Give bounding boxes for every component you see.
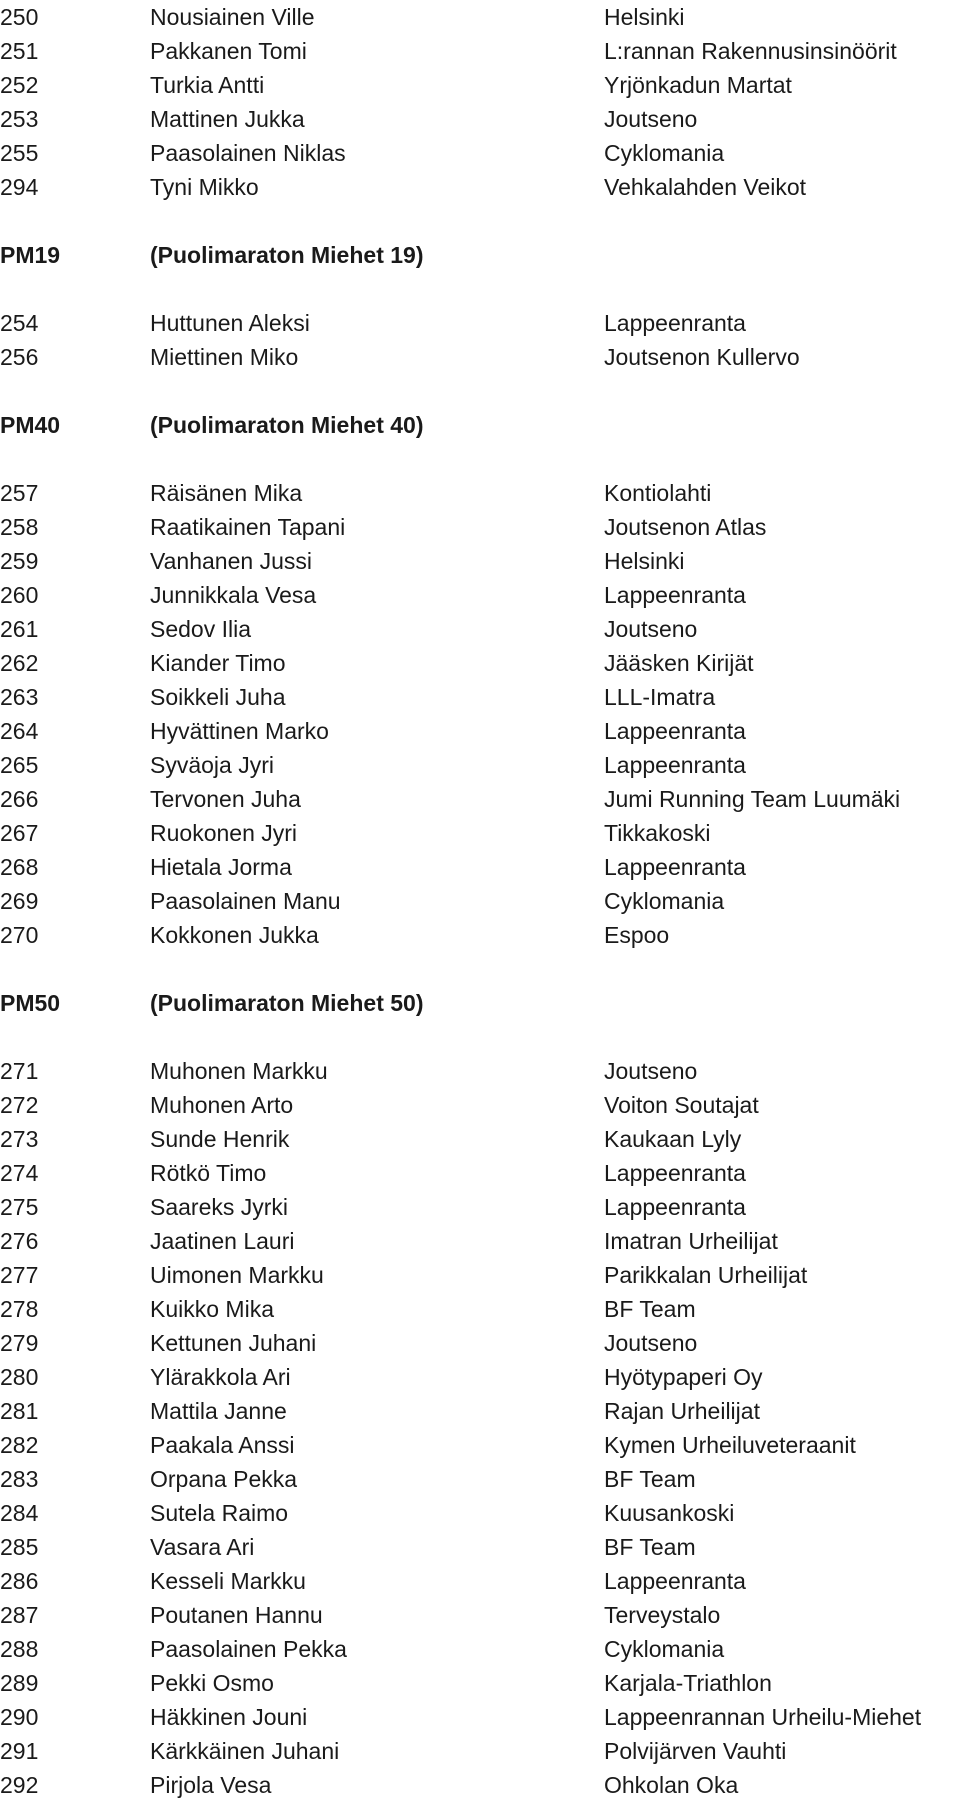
participant-name: Sutela Raimo: [150, 1500, 289, 1526]
participant-row: [0, 544, 960, 578]
participant-row: [0, 0, 960, 34]
participant-name: Saareks Jyrki: [150, 1194, 289, 1220]
participant-row: [0, 1326, 960, 1360]
bib-number: 262: [0, 650, 39, 676]
participant-name: Vasara Ari: [150, 1534, 255, 1560]
bib-number: 266: [0, 786, 39, 812]
participant-row: [0, 782, 960, 816]
participant-club: Lappeenranta: [604, 310, 746, 336]
bib-number: 269: [0, 888, 39, 914]
participant-club: L:rannan Rakennusinsinöörit: [604, 38, 897, 64]
bib-number: 282: [0, 1432, 39, 1458]
participant-row: [0, 1632, 960, 1666]
participant-row: [0, 1734, 960, 1768]
participant-row: [0, 850, 960, 884]
participant-club: Joutsenon Atlas: [604, 514, 767, 540]
participant-row: [0, 884, 960, 918]
bib-number: 263: [0, 684, 39, 710]
participant-name: Muhonen Markku: [150, 1058, 328, 1084]
participant-club: BF Team: [604, 1534, 696, 1560]
bib-number: 284: [0, 1500, 39, 1526]
participant-name: Paasolainen Niklas: [150, 140, 346, 166]
category-title: (Puolimaraton Miehet 40): [150, 412, 424, 438]
bib-number: 251: [0, 38, 39, 64]
bib-number: 290: [0, 1704, 39, 1730]
bib-number: 279: [0, 1330, 39, 1356]
category-header: [0, 238, 960, 272]
participant-name: Syväoja Jyri: [150, 752, 274, 778]
participant-row: [0, 1496, 960, 1530]
bib-number: 257: [0, 480, 39, 506]
participant-club: Joutseno: [604, 616, 698, 642]
bib-number: 255: [0, 140, 39, 166]
participant-club: Lappeenrannan Urheilu-Miehet: [604, 1704, 922, 1730]
bib-number: 261: [0, 616, 39, 642]
participant-row: [0, 1564, 960, 1598]
participant-club: Lappeenranta: [604, 1160, 746, 1186]
participant-club: Voiton Soutajat: [604, 1092, 759, 1118]
participant-name: Tervonen Juha: [150, 786, 301, 812]
participant-club: Lappeenranta: [604, 1194, 746, 1220]
participant-name: Nousiainen Ville: [150, 4, 315, 30]
participant-club: Joutsenon Kullervo: [604, 344, 800, 370]
bib-number: 267: [0, 820, 39, 846]
participant-row: [0, 340, 960, 374]
participant-name: Kuikko Mika: [150, 1296, 274, 1322]
participant-row: [0, 1190, 960, 1224]
participant-club: Cyklomania: [604, 888, 725, 914]
participant-name: Paakala Anssi: [150, 1432, 295, 1458]
participant-row: [0, 1598, 960, 1632]
participant-row: [0, 578, 960, 612]
participant-club: BF Team: [604, 1296, 696, 1322]
participant-row: [0, 918, 960, 952]
participant-club: Rajan Urheilijat: [604, 1398, 760, 1424]
bib-number: 273: [0, 1126, 39, 1152]
participant-club: Joutseno: [604, 1058, 698, 1084]
bib-number: 289: [0, 1670, 39, 1696]
participant-name: Hyvättinen Marko: [150, 718, 329, 744]
bib-number: 291: [0, 1738, 39, 1764]
participant-row: [0, 612, 960, 646]
bib-number: 274: [0, 1160, 39, 1186]
participant-name: Uimonen Markku: [150, 1262, 324, 1288]
category-header: [0, 986, 960, 1020]
participant-club: Cyklomania: [604, 140, 725, 166]
bib-number: 278: [0, 1296, 39, 1322]
category-title: (Puolimaraton Miehet 50): [150, 990, 424, 1016]
participant-name: Kesseli Markku: [150, 1568, 306, 1594]
participant-club: Parikkalan Urheilijat: [604, 1262, 808, 1288]
participant-row: [0, 680, 960, 714]
participant-row: [0, 1462, 960, 1496]
bib-number: 268: [0, 854, 39, 880]
bib-number: 277: [0, 1262, 39, 1288]
bib-number: 253: [0, 106, 39, 132]
participant-row: [0, 1224, 960, 1258]
participant-row: [0, 34, 960, 68]
participant-club: Terveystalo: [604, 1602, 721, 1628]
participant-name: Paasolainen Manu: [150, 888, 341, 914]
participant-row: [0, 1088, 960, 1122]
participant-row: [0, 748, 960, 782]
participant-club: Hyötypaperi Oy: [604, 1364, 763, 1390]
participant-club: Jumi Running Team Luumäki: [604, 786, 901, 812]
participant-name: Pakkanen Tomi: [150, 38, 307, 64]
bib-number: 292: [0, 1772, 39, 1798]
bib-number: 276: [0, 1228, 39, 1254]
participant-name: Mattila Janne: [150, 1398, 287, 1424]
category-title: (Puolimaraton Miehet 19): [150, 242, 424, 268]
participant-name: Turkia Antti: [150, 72, 265, 98]
bib-number: 286: [0, 1568, 39, 1594]
bib-number: 288: [0, 1636, 39, 1662]
participant-name: Räisänen Mika: [150, 480, 303, 506]
participant-name: Sunde Henrik: [150, 1126, 290, 1152]
bib-number: 272: [0, 1092, 39, 1118]
category-code: PM40: [0, 412, 61, 438]
bib-number: 260: [0, 582, 39, 608]
participant-row: [0, 136, 960, 170]
participant-name: Miettinen Miko: [150, 344, 299, 370]
participant-name: Ruokonen Jyri: [150, 820, 298, 846]
bib-number: 294: [0, 174, 39, 200]
bib-number: 259: [0, 548, 39, 574]
participant-club: Joutseno: [604, 1330, 698, 1356]
participant-club: Lappeenranta: [604, 582, 746, 608]
bib-number: 271: [0, 1058, 39, 1084]
participant-club: Jääsken Kirijät: [604, 650, 754, 676]
participant-name: Jaatinen Lauri: [150, 1228, 295, 1254]
bib-number: 280: [0, 1364, 39, 1390]
participant-row: [0, 1666, 960, 1700]
participant-row: [0, 476, 960, 510]
bib-number: 256: [0, 344, 39, 370]
participant-row: [0, 1258, 960, 1292]
participant-name: Rötkö Timo: [150, 1160, 267, 1186]
participant-name: Raatikainen Tapani: [150, 514, 346, 540]
participant-row: [0, 1394, 960, 1428]
participant-name: Orpana Pekka: [150, 1466, 298, 1492]
participant-club: Lappeenranta: [604, 854, 746, 880]
participant-name: Kettunen Juhani: [150, 1330, 317, 1356]
participant-club: Polvijärven Vauhti: [604, 1738, 787, 1764]
participant-club: Kymen Urheiluveteraanit: [604, 1432, 856, 1458]
participant-club: Vehkalahden Veikot: [604, 174, 807, 200]
participant-club: Kaukaan Lyly: [604, 1126, 742, 1152]
participant-row: [0, 646, 960, 680]
participant-club: Tikkakoski: [604, 820, 711, 846]
participant-club: Lappeenranta: [604, 1568, 746, 1594]
participant-row: [0, 1292, 960, 1326]
participant-club: LLL-Imatra: [604, 684, 716, 710]
participant-club: Ohkolan Oka: [604, 1772, 739, 1798]
category-code: PM50: [0, 990, 61, 1016]
participant-name: Mattinen Jukka: [150, 106, 305, 132]
participant-name: Sedov Ilia: [150, 616, 252, 642]
participant-row: [0, 1156, 960, 1190]
participant-club: Helsinki: [604, 548, 685, 574]
participant-row: [0, 714, 960, 748]
bib-number: 285: [0, 1534, 39, 1560]
participant-row: [0, 1054, 960, 1088]
participant-name: Soikkeli Juha: [150, 684, 286, 710]
participant-row: [0, 1700, 960, 1734]
category-code: PM19: [0, 242, 61, 268]
participant-club: Karjala-Triathlon: [604, 1670, 772, 1696]
participant-row: [0, 1360, 960, 1394]
participant-row: [0, 1768, 960, 1802]
participant-row: [0, 68, 960, 102]
bib-number: 287: [0, 1602, 39, 1628]
participant-name: Kokkonen Jukka: [150, 922, 319, 948]
participant-club: Kuusankoski: [604, 1500, 735, 1526]
participant-row: [0, 510, 960, 544]
participant-name: Pekki Osmo: [150, 1670, 274, 1696]
participant-name: Muhonen Arto: [150, 1092, 294, 1118]
bib-number: 258: [0, 514, 39, 540]
bib-number: 252: [0, 72, 39, 98]
participant-row: [0, 306, 960, 340]
bib-number: 265: [0, 752, 39, 778]
participant-name: Vanhanen Jussi: [150, 548, 312, 574]
participant-name: Paasolainen Pekka: [150, 1636, 347, 1662]
participant-club: Lappeenranta: [604, 718, 746, 744]
participant-club: BF Team: [604, 1466, 696, 1492]
bib-number: 283: [0, 1466, 39, 1492]
participant-name: Junnikkala Vesa: [150, 582, 317, 608]
participant-name: Poutanen Hannu: [150, 1602, 323, 1628]
participant-club: Cyklomania: [604, 1636, 725, 1662]
participant-name: Kärkkäinen Juhani: [150, 1738, 340, 1764]
participant-name: Ylärakkola Ari: [150, 1364, 291, 1390]
participant-club: Yrjönkadun Martat: [604, 72, 792, 98]
participant-club: Imatran Urheilijat: [604, 1228, 778, 1254]
participant-row: [0, 816, 960, 850]
participant-row: [0, 1428, 960, 1462]
bib-number: 275: [0, 1194, 39, 1220]
participant-name: Tyni Mikko: [150, 174, 259, 200]
participant-club: Helsinki: [604, 4, 685, 30]
participant-name: Häkkinen Jouni: [150, 1704, 308, 1730]
participant-name: Pirjola Vesa: [150, 1772, 272, 1798]
participant-club: Kontiolahti: [604, 480, 712, 506]
participant-club: Espoo: [604, 922, 670, 948]
category-header: [0, 408, 960, 442]
participant-name: Kiander Timo: [150, 650, 286, 676]
participant-row: [0, 170, 960, 204]
participant-row: [0, 1122, 960, 1156]
bib-number: 270: [0, 922, 39, 948]
bib-number: 281: [0, 1398, 39, 1424]
bib-number: 264: [0, 718, 39, 744]
participant-name: Huttunen Aleksi: [150, 310, 310, 336]
participant-row: [0, 102, 960, 136]
participant-club: Lappeenranta: [604, 752, 746, 778]
bib-number: 254: [0, 310, 39, 336]
participant-row: [0, 1530, 960, 1564]
bib-number: 250: [0, 4, 39, 30]
participant-club: Joutseno: [604, 106, 698, 132]
participant-name: Hietala Jorma: [150, 854, 292, 880]
